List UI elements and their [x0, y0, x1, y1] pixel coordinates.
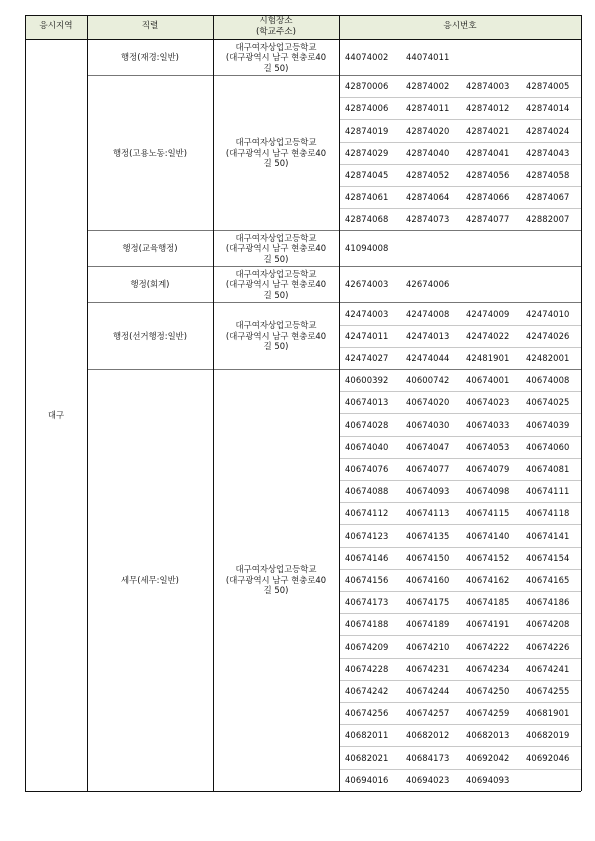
exam-number: 40674210 [406, 641, 450, 652]
column-divider [87, 15, 88, 791]
exam-number: 40600742 [406, 375, 450, 386]
header-venue [213, 16, 339, 37]
row-divider [339, 208, 581, 209]
exam-number: 42874012 [466, 103, 510, 114]
venue-line: (대구광역시 남구 현충로40 [225, 52, 327, 62]
exam-number: 40674228 [345, 663, 389, 674]
exam-number: 40674013 [345, 397, 389, 408]
exam-number: 40674115 [466, 508, 510, 519]
row-divider [339, 635, 581, 636]
venue-line: (대구광역시 남구 현충로40 [225, 243, 327, 254]
exam-number: 42870006 [345, 81, 389, 92]
exam-number: 40694023 [406, 774, 450, 785]
exam-number: 42874067 [526, 192, 570, 203]
exam-number: 42874077 [466, 214, 510, 225]
header-position: 직렬 [141, 21, 159, 31]
exam-number: 42874052 [406, 169, 450, 180]
row-divider [339, 97, 581, 98]
exam-number: 42874073 [406, 214, 450, 225]
venue-cell [213, 269, 339, 301]
venue-line: (대구광역시 남구 현충로40 [225, 279, 327, 290]
exam-number: 40674039 [526, 419, 570, 430]
exam-number: 40684173 [406, 752, 450, 763]
row-divider [339, 347, 581, 348]
exam-number: 42874005 [526, 81, 570, 92]
exam-number: 42874006 [345, 103, 389, 114]
left-border [25, 15, 26, 791]
row-divider [339, 524, 581, 525]
exam-number: 42474010 [526, 308, 570, 319]
position-cell: 행정(회계) [130, 279, 170, 290]
exam-number: 40674040 [345, 441, 389, 452]
exam-number: 40674112 [345, 508, 389, 519]
exam-number: 40674150 [406, 552, 450, 563]
exam-number: 40682012 [406, 730, 450, 741]
exam-number: 42882007 [526, 214, 570, 225]
exam-number: 40682021 [345, 752, 389, 763]
exam-number: 40674208 [526, 619, 570, 630]
group-divider [87, 266, 581, 267]
exam-number: 40674154 [526, 552, 570, 563]
exam-number: 40674191 [466, 619, 510, 630]
venue-line: (대구광역시 남구 현충로40 [225, 147, 327, 158]
exam-number: 40674186 [526, 597, 570, 608]
exam-number: 42474011 [345, 330, 389, 341]
exam-number: 40674256 [345, 708, 389, 719]
exam-number: 42874020 [406, 125, 450, 136]
exam-number: 42474003 [345, 308, 389, 319]
exam-number: 40674234 [466, 663, 510, 674]
exam-number: 40674152 [466, 552, 510, 563]
exam-number: 42874056 [466, 169, 510, 180]
venue-line: 길 50) [263, 253, 289, 264]
exam-number: 40674140 [466, 530, 510, 541]
exam-number: 42874066 [466, 192, 510, 203]
exam-number: 40674242 [345, 685, 389, 696]
header-venue-line2: (학교주소) [256, 26, 296, 37]
exam-number: 42874019 [345, 125, 389, 136]
exam-number: 42674006 [406, 279, 450, 290]
exam-number: 40692046 [526, 752, 570, 763]
exam-number: 42874002 [406, 81, 450, 92]
exam-number: 42474013 [406, 330, 450, 341]
venue-cell [213, 233, 339, 265]
exam-number: 42674003 [345, 279, 389, 290]
header-numbers: 응시번호 [443, 21, 477, 31]
venue-line: 길 50) [263, 289, 289, 300]
exam-number: 40674135 [406, 530, 450, 541]
venue-line: 대구여자상업고등학교 [235, 268, 317, 279]
venue-line: 길 50) [263, 62, 289, 73]
exam-number: 40674076 [345, 463, 389, 474]
venue-cell [213, 564, 339, 596]
exam-number: 40674023 [466, 397, 510, 408]
exam-number: 40674222 [466, 641, 510, 652]
row-divider [339, 547, 581, 548]
exam-number: 40674047 [406, 441, 450, 452]
exam-number: 40694016 [345, 774, 389, 785]
exam-number: 42474027 [345, 352, 389, 363]
venue-cell [213, 137, 339, 169]
exam-number: 40674141 [526, 530, 570, 541]
row-divider [339, 502, 581, 503]
exam-number: 40674060 [526, 441, 570, 452]
exam-number: 42874061 [345, 192, 389, 203]
venue-line: 길 50) [263, 585, 289, 596]
exam-number: 40674113 [406, 508, 450, 519]
row-divider [339, 680, 581, 681]
exam-number: 40674188 [345, 619, 389, 630]
exam-number: 41094008 [345, 243, 389, 254]
group-divider [87, 369, 581, 370]
exam-number: 40674241 [526, 663, 570, 674]
exam-number: 42874043 [526, 147, 570, 158]
exam-number: 40674093 [406, 486, 450, 497]
exam-number: 42474008 [406, 308, 450, 319]
exam-number: 40674028 [345, 419, 389, 430]
exam-number: 44074011 [406, 52, 450, 62]
row-divider [339, 658, 581, 659]
exam-number: 40674118 [526, 508, 570, 519]
exam-number: 42874058 [526, 169, 570, 180]
group-divider [87, 302, 581, 303]
venue-line: (대구광역시 남구 현충로40 [225, 330, 327, 341]
exam-number: 40674175 [406, 597, 450, 608]
group-divider [87, 230, 581, 231]
row-divider [339, 325, 581, 326]
exam-number: 40674077 [406, 463, 450, 474]
exam-number: 42874024 [526, 125, 570, 136]
row-divider [339, 164, 581, 165]
exam-number: 42474044 [406, 352, 450, 363]
exam-number: 40674025 [526, 397, 570, 408]
exam-number: 40674165 [526, 574, 570, 585]
exam-number: 40674053 [466, 441, 510, 452]
exam-number: 42874021 [466, 125, 510, 136]
exam-number: 42874064 [406, 192, 450, 203]
venue-cell [213, 42, 339, 74]
row-divider [339, 186, 581, 187]
exam-number: 40674259 [466, 708, 510, 719]
exam-number: 40674081 [526, 463, 570, 474]
column-divider [339, 15, 340, 791]
row-divider [339, 142, 581, 143]
exam-number: 40694093 [466, 774, 510, 785]
exam-number: 42481901 [466, 352, 510, 363]
exam-number: 40674250 [466, 685, 510, 696]
venue-line: 대구여자상업고등학교 [235, 41, 317, 52]
venue-line: (대구광역시 남구 현충로40 [225, 574, 327, 585]
region-cell: 대구 [47, 409, 65, 420]
venue-line: 대구여자상업고등학교 [235, 320, 317, 331]
venue-line: 대구여자상업고등학교 [235, 564, 317, 575]
exam-number: 40674257 [406, 708, 450, 719]
position-cell: 행정(재경:일반) [121, 52, 179, 62]
exam-number: 40674111 [526, 486, 570, 497]
exam-number: 42474022 [466, 330, 510, 341]
position-cell: 행정(선거행정:일반) [112, 330, 188, 341]
position-cell: 행정(교육행정) [122, 243, 178, 254]
exam-number: 40674088 [345, 486, 389, 497]
group-divider [87, 75, 581, 76]
table-top-border [25, 15, 581, 16]
row-divider [339, 613, 581, 614]
header-venue-line1: 시험장소 [259, 16, 293, 26]
exam-number: 40674030 [406, 419, 450, 430]
venue-cell [213, 320, 339, 352]
exam-number: 40674226 [526, 641, 570, 652]
exam-number: 40674146 [345, 552, 389, 563]
venue-line: 길 50) [263, 341, 289, 352]
exam-number: 40681901 [526, 708, 570, 719]
position-cell: 세무(세무:일반) [121, 574, 179, 585]
table-bottom-border [25, 791, 581, 792]
row-divider [339, 119, 581, 120]
exam-number: 42874040 [406, 147, 450, 158]
row-divider [339, 724, 581, 725]
venue-line: 대구여자상업고등학교 [235, 232, 317, 243]
exam-number: 40674231 [406, 663, 450, 674]
exam-number: 40674001 [466, 375, 510, 386]
row-divider [339, 746, 581, 747]
exam-number: 40674189 [406, 619, 450, 630]
column-divider [213, 15, 214, 791]
exam-number: 44074002 [345, 52, 389, 62]
exam-number: 42874041 [466, 147, 510, 158]
exam-number: 40674160 [406, 574, 450, 585]
row-divider [339, 458, 581, 459]
exam-number: 42874068 [345, 214, 389, 225]
exam-number: 40674156 [345, 574, 389, 585]
exam-number: 40600392 [345, 375, 389, 386]
exam-number: 40674255 [526, 685, 570, 696]
position-cell: 행정(고용노동:일반) [112, 147, 188, 158]
exam-number: 40682011 [345, 730, 389, 741]
row-divider [339, 591, 581, 592]
header-region: 응시지역 [39, 21, 73, 31]
row-divider [339, 569, 581, 570]
row-divider [339, 391, 581, 392]
venue-line: 대구여자상업고등학교 [235, 137, 317, 148]
exam-number: 40674185 [466, 597, 510, 608]
row-divider [339, 413, 581, 414]
exam-number: 40674008 [526, 375, 570, 386]
exam-number: 40674033 [466, 419, 510, 430]
exam-number: 40674162 [466, 574, 510, 585]
exam-number: 42474026 [526, 330, 570, 341]
exam-number: 42874014 [526, 103, 570, 114]
exam-number: 42874003 [466, 81, 510, 92]
exam-number: 40674098 [466, 486, 510, 497]
exam-number: 42474009 [466, 308, 510, 319]
exam-number: 40674244 [406, 685, 450, 696]
row-divider [339, 702, 581, 703]
row-divider [339, 436, 581, 437]
exam-number: 42874045 [345, 169, 389, 180]
exam-number: 42874011 [406, 103, 450, 114]
exam-number: 42874029 [345, 147, 389, 158]
right-border [581, 15, 582, 791]
exam-number: 40682019 [526, 730, 570, 741]
exam-number: 40674020 [406, 397, 450, 408]
venue-line: 길 50) [263, 158, 289, 169]
exam-number: 40692042 [466, 752, 510, 763]
exam-number: 42482001 [526, 352, 570, 363]
row-divider [339, 769, 581, 770]
exam-number: 40682013 [466, 730, 510, 741]
exam-number: 40674209 [345, 641, 389, 652]
exam-number: 40674173 [345, 597, 389, 608]
header-bottom-border [25, 39, 581, 40]
exam-number: 40674123 [345, 530, 389, 541]
row-divider [339, 480, 581, 481]
exam-number: 40674079 [466, 463, 510, 474]
